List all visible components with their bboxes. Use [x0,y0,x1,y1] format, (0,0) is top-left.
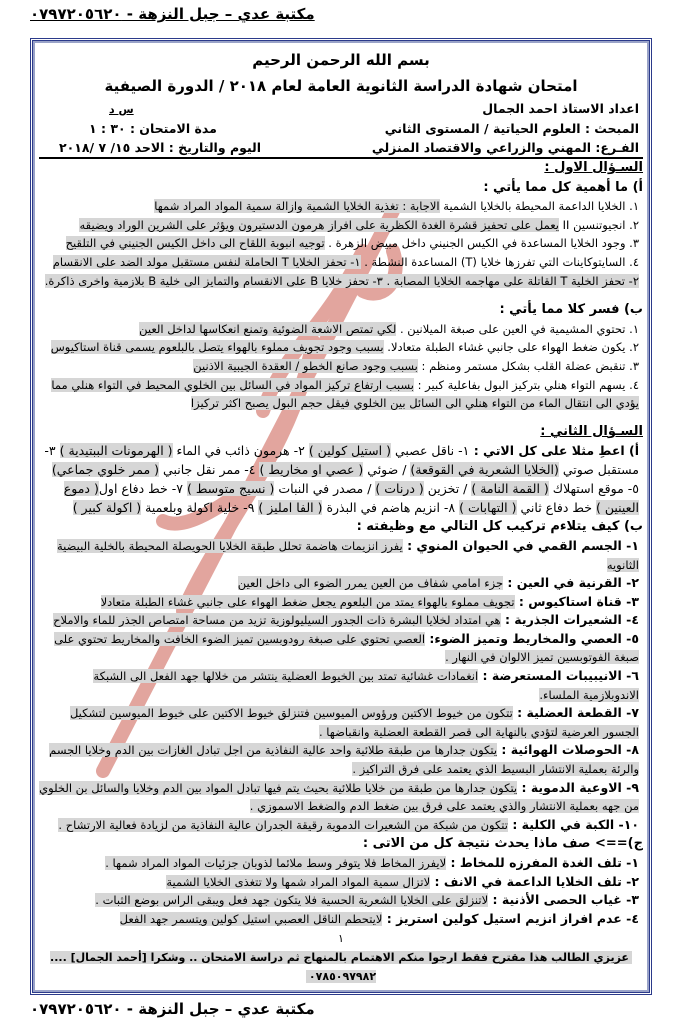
example-prompt: ٢- هرمون ذائب في الماء [172,443,309,459]
item-answer: العصي تحتوي على صبغة رودوبسين تميز الضوء الخافت والمخاريط تحتوي على صبغة الفوتوبسين تميز الالوان في النهار . [54,631,639,665]
example-answer: ( نسيج متوسط ) [186,481,275,497]
item-answer: جزء امامي شفاف من العين يمرر الضوء الى داخل العين [237,576,504,591]
item-question: ١- تلف الغدة المفرزه للمخاط : [446,855,639,870]
example-answer: ( القمة النامة ) [471,481,549,497]
example-prompt: ٧- خط دفاع اول [98,481,187,497]
q2-part-b-list [39,537,643,835]
meta-row-author [39,99,643,119]
list-item [39,779,639,816]
item-question: ٢. يكون ضغط الهواء على جانبي غشاء الطبلة متعادلا. [383,340,639,355]
item-question: ٢. انجيوتنسين II [559,217,639,232]
duration-units: س د [109,103,134,116]
list-item [39,253,639,290]
list-item [39,537,639,574]
q2-part-a-paragraph [39,441,639,517]
item-question: ٢- القرنية في العين : [503,575,639,591]
list-item [39,593,639,612]
page-number: ١ [338,932,344,946]
example-prompt: ٥- موقع استهلاك [548,481,639,497]
item-question: ٥- العصي والمخاريط وتميز الضوء: [425,630,639,646]
item-question: ٤. السايتوكاينات التي تفرزها خلايا (T) المساعدة النشطة . [360,254,639,269]
item-answer: تتكون من خيوط الاكتين ورؤوس الميوسين فتنزلق خيوط الاكتين على خيوط الميوسين لتشكيل الجسور العرضية لتؤدي بالنهاية الى قصر القطعة العضلية وانقباضها . [69,706,639,739]
item-answer: لاتنزلق على الخلايا الشعرية الحسية فلا يتكون جهد فعل ويبقى الراس بوضع الثبات . [95,893,489,908]
example-answer: ( استيل كولين ) [308,443,391,459]
list-item [39,854,639,873]
q1-part-b-title: ب) فسر كلا مما يأتي : [499,302,643,318]
list-item [39,667,639,704]
item-answer: بسبب وجود صانع الخطو / العقدة الجيبية الاذنين [193,358,418,373]
list-item [39,197,639,216]
example-answer: ( ممر خلوي جماعي) [51,462,160,478]
meta-row-subject [39,119,643,138]
item-question: ٣- غياب الحصى الأذنية : [488,892,639,908]
example-prompt: / ضوئي [363,462,411,478]
question-1-heading: السـؤال الاول : [544,160,643,175]
item-answer: يفرز انزيمات هاضمة تحلل طبقة الخلايا الحويصلة المحيطة بالخلية البيضية الثانويه [57,538,639,572]
list-item [39,320,639,339]
example-prompt: ٣- مستقبل صوتي [44,443,639,478]
list-item [39,574,639,593]
item-answer: توجيه انبوبة اللقاح الى داخل الكيس الجنيني في التلقيح [65,236,325,251]
example-answer: ( الهرمونات الببتيدية ) [59,443,173,459]
q1-part-a-list [39,197,643,290]
list-item [39,704,639,741]
q2-part-c-title: ج)==> صف ماذا يحدث نتيجة كل من الاتى : [362,836,643,852]
item-answer: انغمادات غشائية تمتد بين الخيوط العضلية ينتشر من خلالها جهد الفعل الى الشبكة الاندوبلازمية الملساء. [93,669,639,702]
item-answer: يعمل على تحفيز قشرة الغدة الكظرية على افراز هرمون الدستيرون ويؤثر على الشرين الوراد ويضيقه [79,217,559,232]
item-answer: تتكون من شبكة من الشعيرات الدموية رقيقة الجدران عالية النفاذية من لزيادة فعالية الارتشاح . [58,817,508,832]
item-answer: بسبب وجود تجويف مملوء بالهواء يتصل بالبلعوم يسمى قناة استاكيوس [50,340,384,355]
q1-part-a-title: أ) ما أهمية كل مما يأتي : [483,179,643,195]
item-answer: بسبب ارتفاع تركيز المواد في السائل بين الخلوي المحيط في التواء هنلي مما يؤدي الى انتقال الماء من التواء هنلي الى السائل بين الخلوي فيقل حجم البول يصبح اكثر تركيزا [51,377,639,411]
example-prompt: / مصدر في النبات [274,481,376,497]
header-bookstore-note: مكتبة عدي – جبل النزهة - ٠٧٩٧٢٠٥٦٢٠ [30,5,315,23]
item-answer: لايتحطم الناقل العصبي استيل كولين ويتسمر جهد الفعل [119,911,383,926]
item-answer: الاجابة : تغذية الخلايا الشمية وازالة سمية المواد المراد شمها [154,199,440,214]
closing-note-text: عزيزي الطالب هذا مقترح فقط ارجوا منكم الاهتمام بالمنهاج ثم دراسة الامتحان .. وشكرا [أحمد الجمال] .... ٠٧٨٥٠٩٧٩٨٢ [50,951,632,983]
item-question: ٣. تنقبض عضلة القلب بشكل مستمر ومنظم : [417,358,639,373]
example-prompt: ٩- خلية اكولة وبلعمية [141,500,259,516]
example-prompt: / تخزين [423,481,472,497]
item-question: ٢- تلف الخلايا الداعمة في الانف : [430,873,639,889]
example-prompt: ١- ناقل عصبي [390,443,470,459]
example-answer: ( دموع العينين ) [63,481,639,516]
list-item [39,376,639,413]
item-question: ١٠- الكبة في الكلية : [507,816,639,832]
exam-content [39,47,643,986]
q2-part-a-title: أ) اعطِ مثلا على كل الاتي : [469,443,639,459]
list-item [39,216,639,235]
list-item [39,630,639,667]
list-item [39,357,639,376]
item-question: ٤- الشعيرات الجذرية : [500,612,639,628]
subject: المبحث : العلوم الحياتية / المستوى الثاني [384,121,639,136]
meta-row-branch [39,138,643,159]
list-item [39,611,639,630]
q1-part-b-list [39,320,643,413]
item-question: ١. تحتوي المشيمية في العين على صبغة الميلانين . [396,321,639,336]
q2-part-b-title: ب) كيف يتلاءم تركيب كل التالي مع وظيفته : [356,519,643,535]
date: اليوم والتاريخ : الاحد ١٥/ ٧ /٢٠١٨ [59,140,262,155]
list-item [39,338,639,357]
author: اعداد الاستاذ احمد الجمال [482,101,639,116]
item-question: ٦- الانيبيبات المستعرضة : [478,668,639,684]
exam-title: امتحان شهادة الدراسة الثانوية العامة لعام ٢٠١٨ / الدورة الصيفية [104,77,578,95]
item-question: ١. الخلايا الداعمة المحيطة بالخلايا الشمية [439,199,639,214]
item-answer: لاتزال سمية المواد المراد شمها ولا تتغذى الخلايا الشمية [166,874,431,889]
example-prompt: خط دفاع ثاني [516,500,596,516]
item-question: ٣. وجود الخلايا المساعدة في الكيس الجنيني داخل مبيض الزهرة . [324,236,639,251]
example-answer: (الخلايا الشعرية في القوقعة) [410,462,559,478]
example-prompt: ٨- انزيم هاضم في البذرة [322,500,460,516]
list-item [39,741,639,778]
item-answer: ١- تحفز الخلايا T الحاملة لنفس مستقبل مولد الضد على الانقسام ٢- تحفز الخلية T القاتلة على مهاجمه الخلايا المصابة . ٣- تحفز خلايا B على الانقسام والتمايز الى خلية B بلازمية واخرى ذاكرة. [44,254,639,288]
basmala: بسم الله الرحمن الرحيم [252,51,430,69]
example-answer: ( اكولة كبير ) [72,500,142,516]
item-answer: تجويف مملوء بالهواء يمتد من البلعوم يجعل ضغط الهواء على جانبي غشاء الطبلة متعادلا [100,594,515,609]
item-question: ١- الجسم القمي في الحيوان المنوي : [402,537,639,553]
item-question: ٤. يسهم التواء هنلي بتركيز البول بفاعلية كبير : [413,377,639,392]
question-2-heading: السـؤال الثاني : [540,423,643,439]
closing-note [39,949,643,986]
example-answer: ( درنات ) [375,481,424,497]
footer-bookstore-note: مكتبة عدي – جبل النزهة - ٠٧٩٧٢٠٥٦٢٠ [30,1000,315,1019]
item-answer: يتكون جدارها من طبقة طلائية واحد عالية النفاذية من اجل تبادل الغازات بين الدم وخلايا الجسم والرئة بعملية الانتشار البسيط الذي يعتمد على فرق التراكيز . [49,743,639,777]
example-prompt: ٤- ممر نقل جانبي [159,462,260,478]
item-question: ٣- قناة استاكيوس : [514,593,639,609]
list-item [39,234,639,253]
example-answer: ( عصي او مخاريط ) [259,462,364,478]
item-question: ٨- الحوصلات الهوائية : [497,742,639,758]
item-answer: لكي تمتص الاشعة الضوئية وتمنع انعكاسها لداخل العين [139,321,397,336]
list-item [39,910,639,929]
item-question: ٧- القطعة العضلية : [512,705,639,721]
list-item [39,891,639,910]
page-frame [30,38,652,995]
example-answer: ( التهابات ) [459,500,517,516]
example-answer: ( الفا امليز ) [258,500,323,516]
item-answer: هي امتداد لخلايا البشرة ذات الجدور السيليولوزية تزيد من مساحة امتصاص الجذر للماء والاملاح [53,613,501,628]
branch: الفـرع: المهني والزراعي والاقتصاد المنزلي [371,140,639,155]
item-answer: لايفرز المخاط فلا يتوفر وسط ملائما لذوبان جزئيات المواد المراد شمها . [105,856,447,870]
list-item [39,816,639,835]
item-answer: يتكون جدارها من طبقة من خلايا طلائية بحيث يتم فيها تبادل المواد بين الدم وخلايا والسائل بن الخلوي من جهه بعملية الانتشار والذي يعتمد على فرق بين ضغط الدم والضغط الاسموزي . [39,780,639,814]
list-item [39,873,639,892]
item-question: ٤- عدم افراز انزيم استيل كولين استريز : [382,910,639,926]
item-question: ٩- الاوعية الدموية : [517,779,639,795]
duration: مدة الامتحان : ٣٠ : ١ [89,121,217,136]
q2-part-c-list [39,854,643,928]
